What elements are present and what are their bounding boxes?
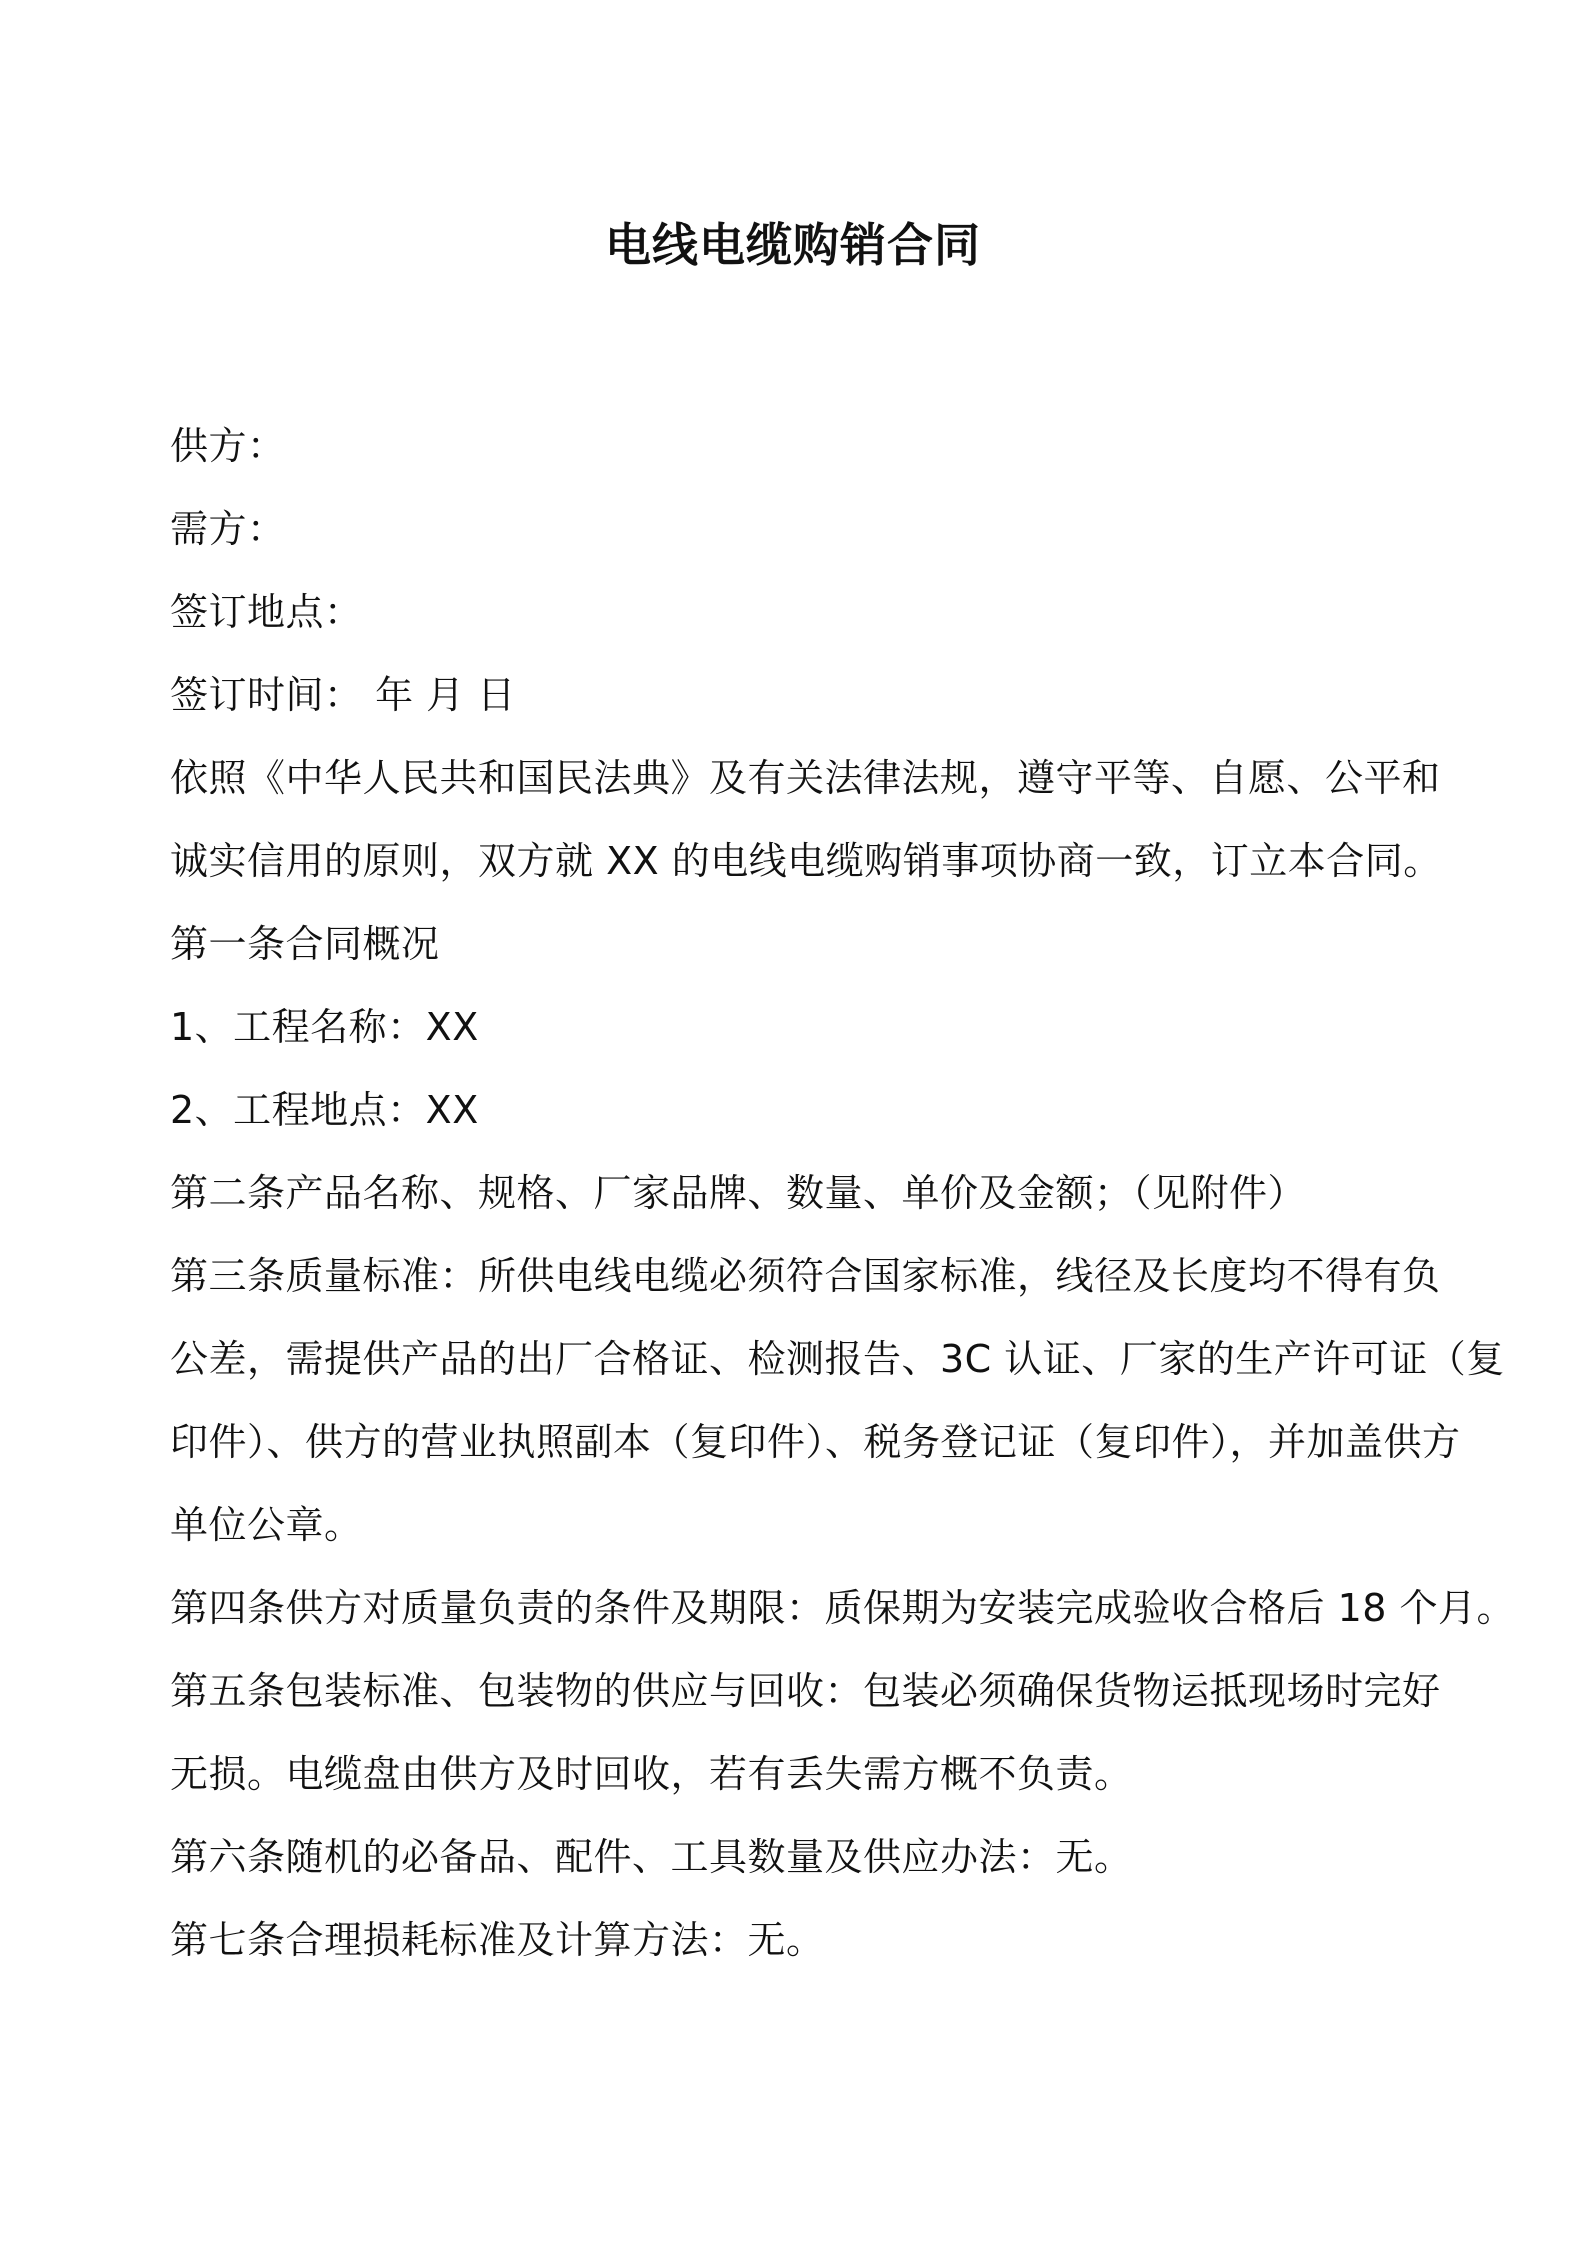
article-3-line-3: 印件）、供方的营业执照副本（复印件）、税务登记证（复印件），并加盖供方 [170, 1420, 1461, 1464]
article-3-line-1: 第三条质量标准：所供电线电缆必须符合国家标准，线径及长度均不得有负 [170, 1254, 1441, 1298]
preamble-line-2: 诚实信用的原则，双方就 XX 的电线电缆购销事项协商一致，订立本合同。 [170, 839, 1442, 883]
article-6-line: 第六条随机的必备品、配件、工具数量及供应办法：无。 [170, 1835, 1133, 1879]
article-5-line-2: 无损。电缆盘由供方及时回收，若有丢失需方概不负责。 [170, 1752, 1133, 1796]
article-1-heading: 第一条合同概况 [170, 922, 440, 966]
article-2-line: 第二条产品名称、规格、厂家品牌、数量、单价及金额；（见附件） [170, 1171, 1307, 1215]
project-location-line: 2、工程地点：XX [170, 1088, 479, 1132]
article-3-line-2: 公差，需提供产品的出厂合格证、检测报告、3C 认证、厂家的生产许可证（复 [170, 1337, 1505, 1381]
article-4-line: 第四条供方对质量负责的条件及期限：质保期为安装完成验收合格后 18 个月。 [170, 1586, 1516, 1630]
preamble-line-1: 依照《中华人民共和国民法典》及有关法律法规，遵守平等、自愿、公平和 [170, 756, 1441, 800]
buyer-line: 需方： [170, 507, 286, 551]
project-name-line: 1、工程名称：XX [170, 1005, 479, 1049]
article-3-line-4: 单位公章。 [170, 1503, 363, 1547]
article-5-line-1: 第五条包装标准、包装物的供应与回收：包装必须确保货物运抵现场时完好 [170, 1669, 1441, 1713]
supplier-line: 供方： [170, 424, 286, 468]
signing-date-line: 签订时间： 年 月 日 [170, 673, 516, 717]
signing-place-line: 签订地点： [170, 590, 363, 634]
document-title: 电线电缆购销合同 [605, 218, 981, 272]
article-7-line: 第七条合理损耗标准及计算方法：无。 [170, 1918, 825, 1962]
document-body [170, 405, 1516, 1982]
